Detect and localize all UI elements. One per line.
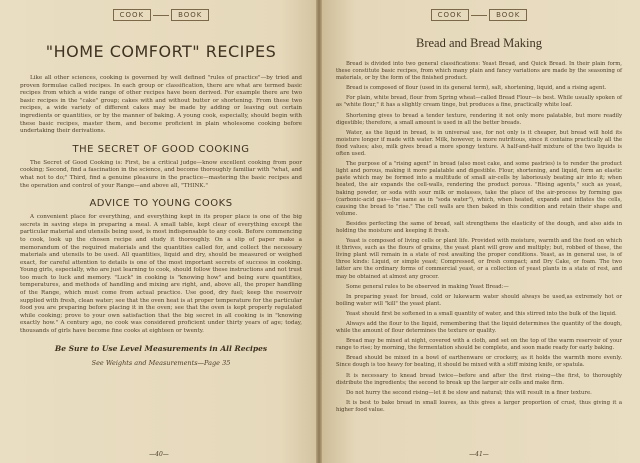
bread-paragraph: Always add the flour to the liquid, remembering that the liquid determines the quantity of the dough, while the amount of flour determines the texture or quality.: [336, 321, 622, 335]
measurement-reference: See Weights and Measurements—Page 35: [91, 358, 231, 367]
bread-paragraph: Some general rules to be observed in making Yeast Bread:—: [346, 283, 509, 290]
book-gutter: [316, 0, 322, 463]
intro-paragraph: Like all other sciences, cooking is governed by well defined "rules of practice"—by tried and proven formulae called recipes. In each group or classification, there are what are termed basic recipes from which a wide range of other recipes have been derived. For example there are two basic recipes in the "cake" group; cakes with and without butter or shortening. From these two recipes, a wide variety of different cakes may be made by adding or leaving out certain ingredients or quantities, or by the manner of baking. A young cook, especially, should begin with these basic recipes, master them, and become proficient in plain wholesome cooking before undertaking their derivations.: [20, 75, 302, 135]
bread-paragraph: Shortening gives to bread a tender texture, rendering it not only more palatable, but more readily digestible; therefore, a small amount is used in all the better breads.: [336, 112, 622, 126]
right-header: [336, 8, 622, 22]
left-page: [0, 0, 318, 463]
bread-paragraph: Besides perfecting the same of bread, salt strengthens the elasticity of the dough, and also aids in holding the moisture and keeping it fresh.: [336, 220, 622, 234]
bread-paragraph: Yeast should first be softened in a small quantity of water, and this stirred into the bulk of the liquid.: [346, 310, 617, 317]
bread-paragraph: Bread is divided into two general classifications: Yeast Bread, and Quick Bread. In their plain form, these constitute basic recipes, from which many plain and fancy variations are made by the seasoning of materials, or by the form of the finished product.: [336, 61, 622, 82]
bread-paragraph: Water, as the liquid in bread, is in universal use, for not only is it cheaper, but bread will hold its moisture longer if made with water. Milk, however, is more nutritious, since it contains practically all the food values; also, milk gives bread a more spongy texture. A half-and-half mixture of the two liquids is often used.: [336, 129, 622, 158]
bread-paragraph: Bread may be mixed at night, covered with a cloth, and set on the top of the warm reservoir of your range to rise; by morning, the fermentation should be complete, and soon made ready for early baking.: [336, 338, 622, 352]
page-title: "HOME COMFORT" RECIPES: [45, 42, 277, 61]
bread-paragraph: The purpose of a "rising agent" in bread (also most cake, and some pastries) is to render the product light and porous, making it more palatable and digestible. Flour, shortening, and liquid, form an elastic paste which may be formed into a multitude of small air-cells by laboriously beating air into it; when heated, the air expands the cell-walls, rendering the product porous. "Rising agents," such as yeast, baking powder, or soda with sour milk or molasses, take the place of the air-process by forming gas (carbonic-acid gas—the same as in "soda water"), which, when heated, expands and inflates the cells, causing the bread to "rise." The cell walls are then baked in this condition and retain their shape and volume.: [336, 161, 622, 217]
advice-heading: ADVICE TO YOUNG COOKS: [89, 198, 233, 210]
bread-title: Bread and Bread Making: [415, 36, 542, 50]
advice-paragraph: A convenient place for everything, and everything kept in its proper place is one of the big secrets in saving steps in preparing a meal. A small table, kept clear of everything except the particular material and utensils being used, is most indispensable to any cook. Before commencing to cook, look up the chosen recipe and study it thoroughly. On a slip of paper make a memorandum of the required materials and the quantities called for, and collect the necessary materials and utensils to be used. All quantities, liquid and dry, should be measured or weighed exact, for careful attention to details is one of the most important secrets of success in cooking. Young girls, especially, who are just learning to cook, should follow these instructions and not trust too much to luck and memory. "Luck" in cooking is "knowing how" and being sure quantities, temperatures, and methods of handling and mixing are right, and, above all, the proper handling of the Range, which must come from actual practice. Use good, dry fuel; keep the reservoir supplied with fresh, clean water; see that the oven heat is at proper temperature for the particular food you are preparing before placing it in the oven; see that the oven is kept properly regulated while cooking; prove to your own satisfaction that the big secret in all cooking is in "knowing exactly how." A century ago, no cook was considered proficient under thirty years of age; today, thousands of girls have become fine cooks at eighteen or twenty.: [20, 214, 302, 335]
header-book: BOOK: [489, 9, 527, 21]
bread-paragraph: Yeast is composed of living cells or plant life. Provided with moisture, warmth and the food on which it thrives, such as the flours of grains, the yeast plant will grow and multiply; but, robbed of these, the living plant will remain in a state of rest awaiting the proper conditions. Yeast, as in general use, is of three kinds: Liquid, or simple yeast; Compressed, or fresh compact; and Dry Cake, or foam. The two latter are the ordinary forms of commercial yeast, or a collection of yeast plants in a state of rest, and may be obtained at almost any grocer.: [336, 238, 622, 280]
bread-paragraph: Bread is composed of flour (used in its general term), salt, shortening, liquid, and a rising agent.: [346, 85, 607, 92]
secret-heading: THE SECRET OF GOOD COOKING: [72, 143, 250, 155]
bread-paragraph: For plain, white bread, flour from Spring wheat—called Bread Flour—is best. While usually spoken of as "white flour," it has a slightly cream tinge, but produces a fine, practically white loaf.: [336, 95, 622, 109]
header-rule: [153, 15, 169, 16]
header-book: BOOK: [171, 9, 209, 21]
bread-paragraph: Bread should be mixed in a bowl of earthenware or crockery, as it holds the warmth more evenly. Since dough is too heavy for beating, it should be mixed with a stiff mixing knife, or spatula.: [336, 355, 622, 369]
header-cook: COOK: [431, 9, 470, 21]
secret-paragraph: The Secret of Good Cooking is: First, be a critical judge—know excellent cooking from poor cooking; Second, find a fascination in the science, and become thoroughly familiar with "what, and what not to do;" Third, find a genuine pleasure in the practice—mastering the basic recipes and the operation and control of your Range—and above all, "THINK.": [20, 159, 302, 189]
header-rule: [471, 15, 487, 16]
right-page: [318, 0, 640, 463]
left-header: [20, 8, 302, 22]
header-cook: COOK: [113, 9, 152, 21]
bread-paragraph: It is necessary to knead bread twice—before and after the first rising—the first, to thoroughly distribute the ingredients; the second to break up the larger air cells and make firm.: [336, 372, 622, 386]
bread-paragraph: Do not hurry the second rising—let it be slow and natural; this will result in a finer texture.: [346, 389, 592, 396]
bread-paragraph: It is best to bake bread in small loaves, as this gives a larger proportion of crust, thus giving it a higher food value.: [336, 399, 622, 413]
measurement-note: Be Sure to Use Level Measurements in All Recipes: [54, 343, 268, 353]
page-number-right: —41—: [469, 451, 489, 458]
bread-paragraph: In preparing yeast for bread, cold or lukewarm water should always be used,as extremely hot or boiling water will "kill" the yeast plant.: [336, 293, 622, 307]
page-number-left: —40—: [149, 451, 169, 458]
